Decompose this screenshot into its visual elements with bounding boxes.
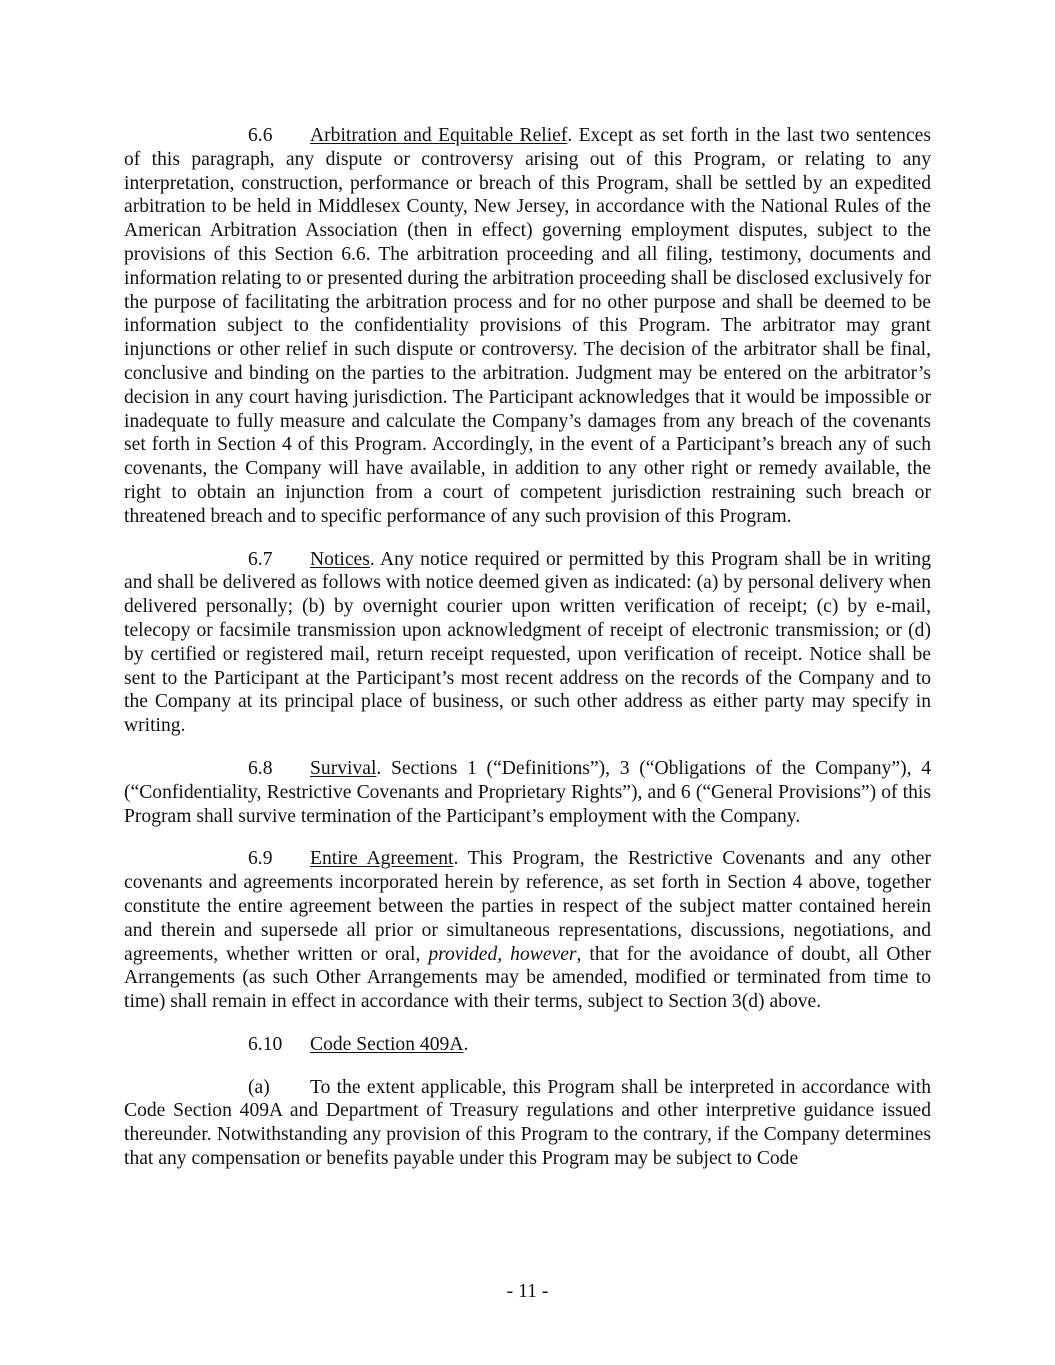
subsection-body: To the extent applicable, this Program shall be interpreted in accordance with Code Section 409A and Department of Treasury regulations and other interpretive guidance issued thereunder. Notwithstanding any provision of this Program to the contrary, if the Company determines that any compensation or benefits payable under this Program may be subject to Code xyxy=(124,1076,931,1170)
section-body: . xyxy=(463,1033,469,1055)
section-heading: Code Section 409A xyxy=(310,1033,464,1055)
section-6-7 xyxy=(124,548,931,738)
section-body-continued: , that for the avoidance of doubt, all Other Arrangements (as such Other Arrangements may be amended, modified or terminated from time to time) shall remain in effect in accordance with their terms, subject to Section 3(d) above. xyxy=(124,943,931,1013)
section-6-9 xyxy=(124,847,931,1014)
section-6-10-a xyxy=(124,1076,931,1171)
section-6-8 xyxy=(124,757,931,828)
section-heading: Entire Agreement xyxy=(310,848,454,870)
section-number: 6.6 xyxy=(248,125,273,146)
section-6-6 xyxy=(124,124,931,529)
section-heading: Arbitration and Equitable Relief xyxy=(310,125,568,146)
section-heading: Notices xyxy=(310,548,370,570)
section-body: . Sections 1 (“Definitions”), 3 (“Obligations of the Company”), 4 (“Confidentiality, Restrictive Covenants and Proprietary Rights”), and 6 (“General Provisions”) of this Program shall survive termination of the Participant’s employment with the Company. xyxy=(124,757,931,827)
section-body: . This Program, the Restrictive Covenants and any other covenants and agreements incorporated herein by reference, as set forth in Section 4 above, together constitute the entire agreement between the parties in respect of the subject matter contained herein and therein and supersede all prior or simultaneous representations, discussions, negotiations, and agreements, whether written or oral, xyxy=(124,848,931,965)
section-number: 6.7 xyxy=(248,548,273,570)
page-number: - 11 - xyxy=(506,1281,549,1302)
subsection-number: (a) xyxy=(248,1076,270,1098)
section-number: 6.8 xyxy=(248,757,273,779)
section-number: 6.10 xyxy=(248,1033,283,1055)
section-body-italic: provided, however xyxy=(428,943,577,965)
document-page xyxy=(124,124,931,1190)
section-6-10 xyxy=(124,1033,931,1057)
section-heading: Survival xyxy=(310,757,377,779)
section-number: 6.9 xyxy=(248,848,273,870)
section-body: . Except as set forth in the last two sentences of this paragraph, any dispute or controversy arising out of this Program, or relating to any interpretation, construction, performance or breach of this Program, shall be settled by an expedited arbitration to be held in Middlesex County, New Jersey, in accordance with the National Rules of the American Arbitration Association (then in effect) governing employment disputes, subject to the provisions of this Section 6.6. The arbitration proceeding and all filing, testimony, documents and information relating to or presented during the arbitration proceeding shall be disclosed exclusively for the purpose of facilitating the arbitration process and for no other purpose and shall be deemed to be information subject to the confidentiality provisions of this Program. The arbitrator may grant injunctions or other relief in such dispute or controversy. The decision of the arbitrator shall be final, conclusive and binding on the parties to the arbitration. Judgment may be entered on the arbitrator’s decision in any court having jurisdiction. The Participant acknowledges that it would be impossible or inadequate to fully measure and calculate the Company’s damages from any breach of the covenants set forth in Section 4 of this Program. Accordingly, in the event of a Participant’s breach any of such covenants, the Company will have available, in addition to any other right or remedy available, the right to obtain an injunction from a court of competent jurisdiction restraining such breach or threatened breach and to specific performance of any such provision of this Program. xyxy=(124,125,931,527)
section-body: . Any notice required or permitted by this Program shall be in writing and shall be delivered as follows with notice deemed given as indicated: (a) by personal delivery when delivered personally; (b) by overnight courier upon written verification of receipt; (c) by e-mail, telecopy or facsimile transmission upon acknowledgment of receipt of electronic transmission; or (d) by certified or registered mail, return receipt requested, upon verification of receipt. Notice shall be sent to the Participant at the Participant’s most recent address on the records of the Company and to the Company at its principal place of business, or such other address as either party may specify in writing. xyxy=(124,548,931,737)
